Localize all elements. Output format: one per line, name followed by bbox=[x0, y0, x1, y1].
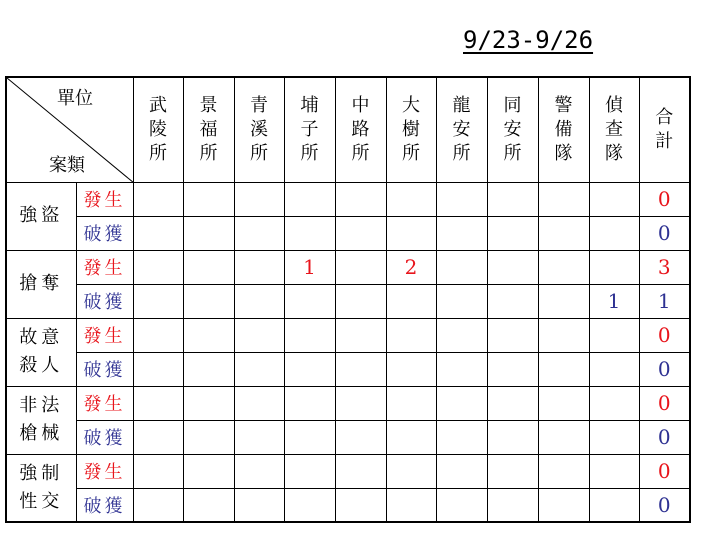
column-header-label: 龍安所 bbox=[452, 94, 471, 164]
table-row bbox=[6, 352, 690, 386]
count-cell bbox=[234, 352, 284, 386]
status-occurred-label: 發生 bbox=[83, 394, 126, 415]
crime-type-label: 非法槍械 bbox=[19, 395, 64, 444]
count-cell bbox=[589, 216, 639, 250]
count-cell bbox=[284, 488, 335, 522]
status-solved-cell bbox=[76, 352, 133, 386]
count-cell bbox=[335, 216, 386, 250]
table-row bbox=[6, 182, 690, 216]
count-cell bbox=[589, 352, 639, 386]
count-cell bbox=[335, 182, 386, 216]
total-cell bbox=[639, 488, 690, 522]
count-cell bbox=[335, 284, 386, 318]
total-cell bbox=[639, 352, 690, 386]
count-cell bbox=[386, 216, 436, 250]
table-row bbox=[6, 250, 690, 284]
count-cell bbox=[133, 284, 183, 318]
status-occurred-cell bbox=[76, 250, 133, 284]
crime-type-label: 故意殺人 bbox=[19, 327, 64, 376]
count-cell bbox=[538, 420, 589, 454]
status-solved-label: 破獲 bbox=[83, 224, 126, 245]
column-header bbox=[284, 77, 335, 182]
column-header bbox=[639, 77, 690, 182]
count-cell bbox=[589, 182, 639, 216]
count-cell bbox=[335, 250, 386, 284]
count-cell bbox=[183, 488, 234, 522]
crime-type-cell bbox=[6, 318, 76, 386]
count-cell bbox=[487, 250, 538, 284]
count-cell bbox=[133, 352, 183, 386]
status-occurred-label: 發生 bbox=[83, 462, 126, 483]
count-cell bbox=[335, 454, 386, 488]
count-value: 3 bbox=[657, 255, 671, 279]
count-cell bbox=[487, 216, 538, 250]
status-occurred-cell bbox=[76, 182, 133, 216]
count-cell bbox=[589, 454, 639, 488]
crime-type-cell bbox=[6, 386, 76, 454]
column-header bbox=[133, 77, 183, 182]
count-cell bbox=[335, 420, 386, 454]
count-cell bbox=[234, 386, 284, 420]
count-cell bbox=[386, 250, 436, 284]
count-cell bbox=[538, 352, 589, 386]
count-cell bbox=[436, 488, 487, 522]
count-cell bbox=[436, 352, 487, 386]
column-header-label: 合計 bbox=[655, 106, 674, 152]
column-header-label: 警備隊 bbox=[554, 94, 573, 164]
table-row bbox=[6, 216, 690, 250]
count-cell bbox=[284, 318, 335, 352]
count-cell bbox=[284, 352, 335, 386]
count-cell bbox=[183, 182, 234, 216]
crime-type-cell bbox=[6, 250, 76, 318]
count-cell bbox=[183, 284, 234, 318]
status-occurred-cell bbox=[76, 318, 133, 352]
column-header bbox=[335, 77, 386, 182]
table-row bbox=[6, 488, 690, 522]
corner-header-cell bbox=[6, 77, 133, 182]
column-header bbox=[234, 77, 284, 182]
count-cell bbox=[133, 454, 183, 488]
count-cell bbox=[589, 488, 639, 522]
count-cell bbox=[589, 318, 639, 352]
category-label: 案類 bbox=[49, 155, 85, 176]
table-row bbox=[6, 454, 690, 488]
count-cell bbox=[183, 386, 234, 420]
count-cell bbox=[436, 250, 487, 284]
crime-type-label: 搶奪 bbox=[19, 273, 64, 294]
count-cell bbox=[386, 182, 436, 216]
count-cell bbox=[133, 250, 183, 284]
count-cell bbox=[487, 318, 538, 352]
count-cell bbox=[284, 250, 335, 284]
total-cell bbox=[639, 454, 690, 488]
status-solved-label: 破獲 bbox=[83, 292, 126, 313]
column-header-label: 大樹所 bbox=[402, 94, 420, 164]
table-row bbox=[6, 420, 690, 454]
count-cell bbox=[234, 318, 284, 352]
count-cell bbox=[133, 182, 183, 216]
count-cell bbox=[538, 386, 589, 420]
count-cell bbox=[133, 216, 183, 250]
crime-type-label: 強制性交 bbox=[19, 462, 64, 512]
count-cell bbox=[284, 182, 335, 216]
count-cell bbox=[234, 454, 284, 488]
count-cell bbox=[284, 386, 335, 420]
count-cell bbox=[436, 216, 487, 250]
total-cell bbox=[639, 318, 690, 352]
column-header-label: 青溪所 bbox=[250, 94, 268, 164]
total-cell bbox=[639, 250, 690, 284]
status-occurred-cell bbox=[76, 454, 133, 488]
count-cell bbox=[487, 454, 538, 488]
column-header-label: 中路所 bbox=[351, 94, 370, 164]
count-cell bbox=[538, 284, 589, 318]
count-cell bbox=[436, 454, 487, 488]
header-row bbox=[6, 77, 690, 182]
count-cell bbox=[538, 488, 589, 522]
count-cell bbox=[487, 352, 538, 386]
count-cell bbox=[133, 318, 183, 352]
count-cell bbox=[487, 284, 538, 318]
unit-label: 單位 bbox=[57, 88, 93, 109]
count-cell bbox=[183, 420, 234, 454]
count-cell bbox=[183, 216, 234, 250]
count-cell bbox=[538, 250, 589, 284]
count-value: 0 bbox=[657, 425, 671, 449]
column-header bbox=[436, 77, 487, 182]
count-cell bbox=[487, 386, 538, 420]
count-cell bbox=[183, 352, 234, 386]
total-cell bbox=[639, 182, 690, 216]
count-cell bbox=[589, 250, 639, 284]
count-value: 0 bbox=[657, 323, 671, 347]
table-row bbox=[6, 318, 690, 352]
count-value: 0 bbox=[657, 357, 671, 381]
table-row bbox=[6, 386, 690, 420]
status-solved-label: 破獲 bbox=[83, 495, 126, 517]
status-solved-cell bbox=[76, 284, 133, 318]
count-cell bbox=[386, 386, 436, 420]
count-value: 1 bbox=[607, 289, 621, 313]
count-cell bbox=[284, 216, 335, 250]
column-header-label: 景福所 bbox=[199, 94, 218, 164]
total-cell bbox=[639, 386, 690, 420]
count-cell bbox=[284, 420, 335, 454]
count-cell bbox=[335, 386, 386, 420]
column-header-label: 同安所 bbox=[503, 94, 522, 164]
count-cell bbox=[234, 420, 284, 454]
status-solved-cell bbox=[76, 216, 133, 250]
column-header bbox=[589, 77, 639, 182]
table-row bbox=[6, 284, 690, 318]
count-cell bbox=[183, 318, 234, 352]
count-cell bbox=[386, 318, 436, 352]
column-header-label: 偵查隊 bbox=[605, 94, 623, 164]
count-value: 0 bbox=[657, 391, 671, 415]
crime-statistics-table bbox=[5, 76, 691, 523]
count-cell bbox=[335, 318, 386, 352]
count-cell bbox=[386, 284, 436, 318]
count-cell bbox=[133, 488, 183, 522]
count-cell bbox=[487, 182, 538, 216]
count-cell bbox=[436, 182, 487, 216]
count-value: 0 bbox=[657, 492, 671, 517]
column-header bbox=[183, 77, 234, 182]
count-cell bbox=[234, 182, 284, 216]
status-solved-label: 破獲 bbox=[83, 428, 126, 449]
count-cell bbox=[234, 284, 284, 318]
count-value: 2 bbox=[404, 255, 418, 279]
column-header bbox=[386, 77, 436, 182]
column-header-label: 埔子所 bbox=[300, 94, 319, 164]
count-cell bbox=[538, 182, 589, 216]
count-cell bbox=[436, 386, 487, 420]
total-cell bbox=[639, 420, 690, 454]
count-cell bbox=[589, 420, 639, 454]
count-value: 0 bbox=[657, 187, 671, 211]
crime-type-cell bbox=[6, 182, 76, 250]
count-cell bbox=[538, 454, 589, 488]
column-header-label: 武陵所 bbox=[149, 94, 167, 164]
status-solved-cell bbox=[76, 488, 133, 522]
count-cell bbox=[234, 488, 284, 522]
count-cell bbox=[589, 386, 639, 420]
column-header bbox=[487, 77, 538, 182]
count-value: 1 bbox=[657, 289, 671, 313]
count-cell bbox=[234, 250, 284, 284]
count-cell bbox=[335, 352, 386, 386]
count-cell bbox=[538, 216, 589, 250]
date-range-title: 9/23-9/26 bbox=[463, 26, 594, 54]
count-cell bbox=[133, 386, 183, 420]
count-cell bbox=[284, 454, 335, 488]
count-cell bbox=[386, 488, 436, 522]
status-occurred-cell bbox=[76, 386, 133, 420]
count-cell bbox=[487, 488, 538, 522]
count-cell bbox=[284, 284, 335, 318]
count-cell bbox=[386, 352, 436, 386]
status-occurred-label: 發生 bbox=[83, 258, 126, 279]
count-value: 0 bbox=[657, 459, 671, 483]
count-cell bbox=[436, 284, 487, 318]
count-cell bbox=[538, 318, 589, 352]
status-solved-label: 破獲 bbox=[83, 360, 126, 381]
column-header bbox=[538, 77, 589, 182]
crime-type-label: 強盜 bbox=[19, 205, 64, 226]
count-cell bbox=[386, 454, 436, 488]
count-cell bbox=[436, 420, 487, 454]
count-cell bbox=[386, 420, 436, 454]
count-value: 0 bbox=[657, 221, 671, 245]
total-cell bbox=[639, 284, 690, 318]
count-cell bbox=[335, 488, 386, 522]
total-cell bbox=[639, 216, 690, 250]
count-cell bbox=[183, 454, 234, 488]
count-cell bbox=[183, 250, 234, 284]
status-occurred-label: 發生 bbox=[83, 190, 126, 211]
count-cell bbox=[234, 216, 284, 250]
count-cell bbox=[487, 420, 538, 454]
count-cell bbox=[133, 420, 183, 454]
status-occurred-label: 發生 bbox=[83, 326, 126, 347]
count-cell bbox=[589, 284, 639, 318]
status-solved-cell bbox=[76, 420, 133, 454]
crime-type-cell bbox=[6, 454, 76, 522]
count-value: 1 bbox=[303, 255, 316, 279]
count-cell bbox=[436, 318, 487, 352]
